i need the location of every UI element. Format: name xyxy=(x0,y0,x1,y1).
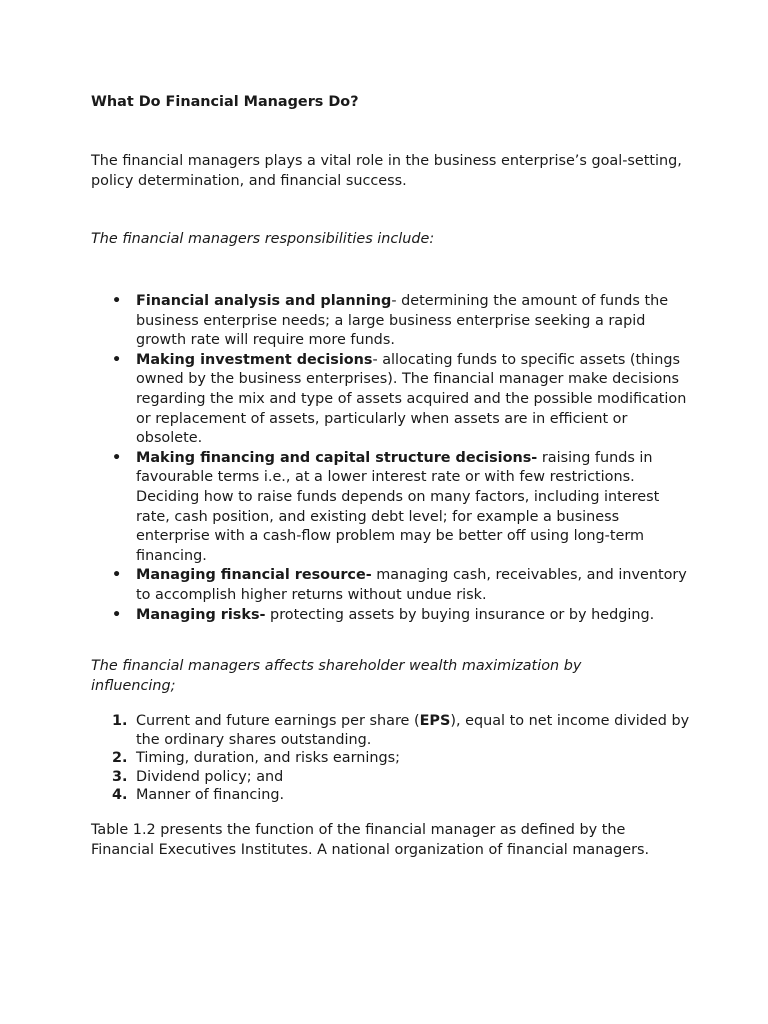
responsibility-term: Financial analysis and planning xyxy=(136,293,392,309)
list-text: Timing, duration, and risks earnings; xyxy=(136,750,400,766)
list-item xyxy=(91,749,691,768)
responsibility-term: Making investment decisions xyxy=(136,351,373,368)
list-item xyxy=(91,351,691,449)
list-item xyxy=(91,606,691,626)
list-number: 1. xyxy=(112,713,128,729)
eps-term: EPS xyxy=(419,713,451,729)
responsibility-term: Making financing and capital structure decisions- xyxy=(136,449,538,466)
list-item xyxy=(91,786,691,805)
responsibility-text: - allocating funds to specific assets (things owned by the business enterprises). The financial manager make decisions regarding the mix and type of assets acquired and the possible modification or replacement of assets, particularly when assets are in efficient or obsolete. xyxy=(136,351,687,447)
responsibility-text: raising funds in favourable terms i.e., at a lower interest rate or with few restrictions. Deciding how to raise funds depends on many factors, including interest rate, cash position, and existing debt level; for example a business enterprise with a cash-flow problem may be better off using long-term financing. xyxy=(136,449,660,564)
list-text: ), equal to net income divided by the ordinary shares outstanding. xyxy=(136,713,690,748)
wealth-list xyxy=(91,712,691,805)
wealth-heading: The financial managers affects shareholder wealth maximization by influencing; xyxy=(91,658,582,694)
list-text: Dividend policy; and xyxy=(136,768,284,785)
list-item xyxy=(91,566,691,605)
closing-paragraph: Table 1.2 presents the function of the financial manager as defined by the Financial Executives Institutes. A national organization of financial managers. xyxy=(91,822,650,858)
bullet-icon: • xyxy=(112,449,122,466)
responsibility-text: - determining the amount of funds the business enterprise needs; a large business enterprise seeking a rapid growth rate will require more funds. xyxy=(136,293,669,349)
responsibility-term: Managing financial resource- xyxy=(136,567,372,584)
list-number: 2. xyxy=(112,750,128,766)
responsibility-text: managing cash, receivables, and inventory to accomplish higher returns without undue risk. xyxy=(136,567,687,603)
list-item xyxy=(91,768,691,787)
list-item xyxy=(91,712,691,749)
bullet-icon: • xyxy=(112,606,122,623)
list-number: 3. xyxy=(112,768,128,785)
responsibility-text: protecting assets by buying insurance or by hedging. xyxy=(265,606,655,623)
list-number: 4. xyxy=(112,787,128,803)
list-text: Current and future earnings per share ( xyxy=(136,713,420,729)
intro-paragraph: The financial managers plays a vital role in the business enterprise’s goal-setting, policy determination, and financial success. xyxy=(91,153,682,189)
responsibilities-list xyxy=(91,292,691,625)
responsibilities-heading: The financial managers responsibilities include: xyxy=(91,231,435,247)
bullet-icon: • xyxy=(112,293,122,309)
responsibility-term: Managing risks- xyxy=(136,606,266,623)
list-item xyxy=(91,292,691,351)
list-text: Manner of financing. xyxy=(136,787,285,803)
document-title: What Do Financial Managers Do? xyxy=(91,94,359,110)
bullet-icon: • xyxy=(112,351,122,368)
list-item xyxy=(91,449,691,567)
bullet-icon: • xyxy=(112,567,122,584)
